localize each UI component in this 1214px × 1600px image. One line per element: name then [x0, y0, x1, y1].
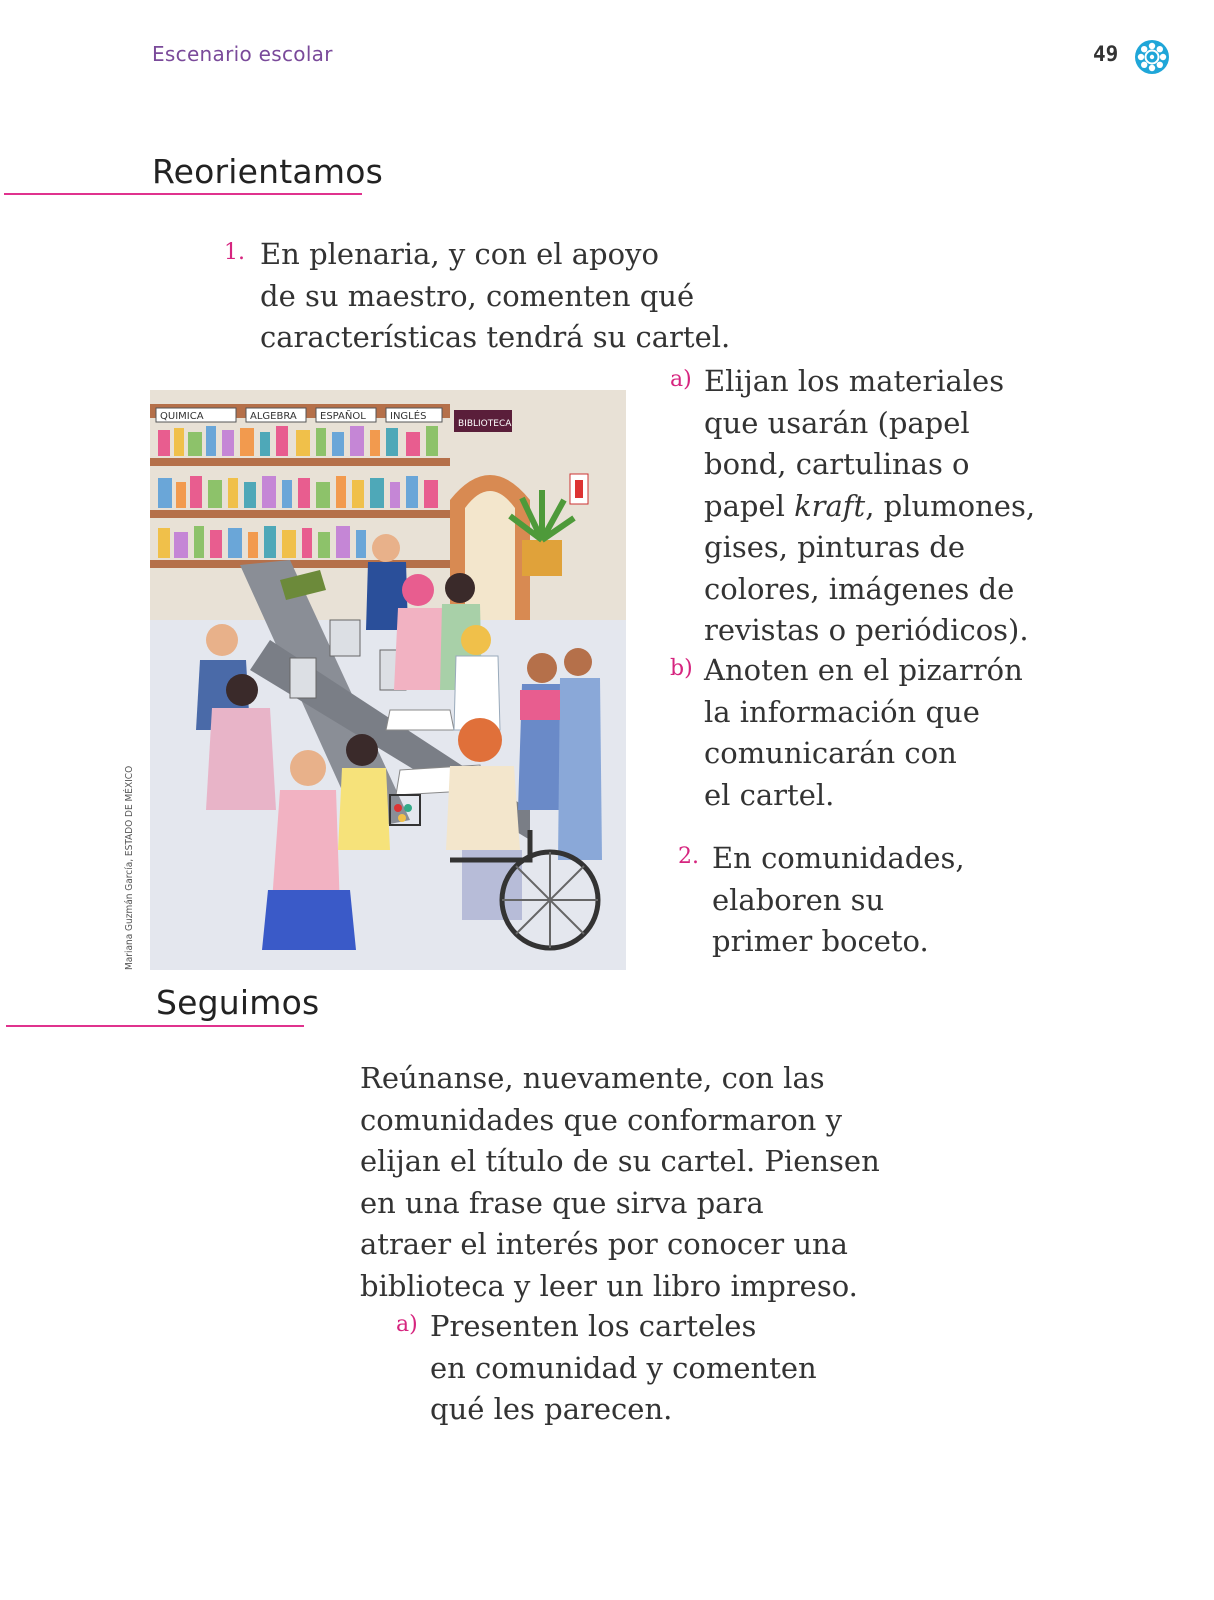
page-number: 49 [1093, 42, 1119, 66]
shelf-label: ALGEBRA [250, 411, 297, 422]
illustration-credit: Mariana Guzmán García, ESTADO DE MÉXICO [124, 765, 135, 970]
item-marker: a) [670, 367, 692, 392]
item-text: Elijan los materiales que usarán (papel bond, cartulinas o papel kraft, plumones, gises, pinturas de colores, imágenes de revistas o periódicos). [704, 364, 1036, 647]
shelf-label: INGLÉS [390, 411, 427, 422]
section-title-reorientamos: Reorientamos [152, 152, 383, 191]
item-text: En comunidades, elaboren su primer boceto. [712, 841, 965, 958]
item-text: En plenaria, y con el apoyo de su maestro, comenten qué características tendrá su cartel. [260, 237, 731, 354]
shelf-label: ESPAÑOL [320, 411, 366, 422]
running-head: Escenario escolar [152, 42, 333, 66]
item-marker: b) [670, 656, 693, 681]
library-illustration [150, 390, 626, 970]
item-number: 1. [224, 240, 245, 265]
item-number: 2. [678, 844, 699, 869]
section-rule [4, 193, 362, 195]
item-text: Anoten en el pizarrón la información que comunicarán con el cartel. [704, 653, 1023, 812]
paragraph: Reúnanse, nuevamente, con las comunidades que conformaron y elijan el título de su cartel. Piensen en una frase que sirva para atraer el interés por conocer una biblioteca y leer un libro impreso. [360, 1061, 880, 1303]
item-text: Presenten los carteles en comunidad y comenten qué les parecen. [430, 1309, 817, 1426]
section-rule [6, 1025, 304, 1027]
flower-badge-icon [1133, 38, 1171, 76]
section-title-seguimos: Seguimos [156, 983, 320, 1022]
item-marker: a) [396, 1312, 418, 1337]
shelf-label: QUIMICA [160, 411, 204, 422]
library-sign: BIBLIOTECA [458, 419, 512, 429]
